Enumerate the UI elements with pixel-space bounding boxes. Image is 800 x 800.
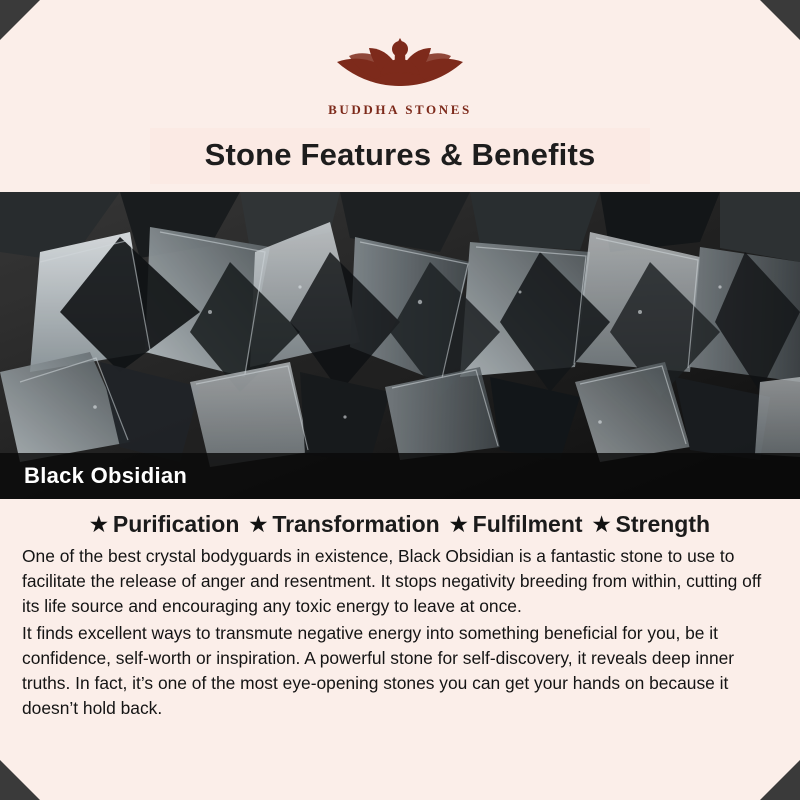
lotus-meditation-icon [315, 16, 485, 98]
brand-header [0, 0, 800, 118]
benefit-item [249, 511, 439, 538]
page-title: Stone Features & Benefits [204, 137, 596, 172]
corner-decoration-bottom-left [0, 760, 40, 800]
description-paragraph-2: It finds excellent ways to transmute negative energy into something beneficial for you, be it confidence, self-worth or inspiration. A powerful stone for self-discovery, it reveals deep inner truths. In fact, it’s one of the most eye-opening stones you can get your hands on because it doesn’t hold back. [22, 622, 735, 719]
hero-image [0, 192, 800, 499]
star-icon: ★ [89, 514, 108, 536]
corner-decoration-bottom-right [760, 760, 800, 800]
star-icon: ★ [249, 514, 268, 536]
benefit-label: Transformation [272, 511, 440, 537]
benefit-item [450, 511, 583, 538]
description-paragraph-1: One of the best crystal bodyguards in existence, Black Obsidian is a fantastic stone to use to facilitate the release of anger and resentment. It stops negativity breeding from within, cutting off its life source and encouraging any toxic energy to leave at once. [22, 546, 762, 617]
description-block [0, 540, 800, 722]
stone-name-label: Black Obsidian [24, 463, 188, 488]
benefit-label: Fulfilment [472, 511, 583, 537]
benefit-label: Purification [112, 511, 240, 537]
benefit-item [593, 511, 711, 538]
benefits-list [0, 499, 800, 540]
stone-name-caption [0, 453, 800, 499]
star-icon: ★ [592, 514, 611, 536]
brand-name: BUDDHA STONES [328, 102, 472, 117]
benefit-label: Strength [615, 511, 711, 537]
benefit-item [90, 511, 239, 538]
title-banner [150, 128, 650, 184]
star-icon: ★ [449, 514, 468, 536]
